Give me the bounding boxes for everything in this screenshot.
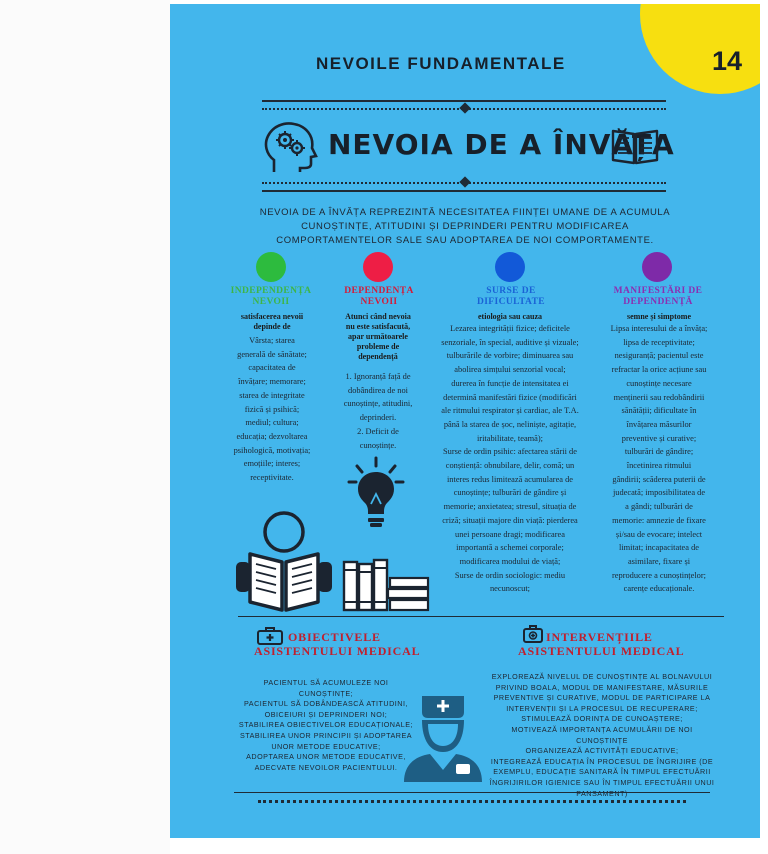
title-line: DEPENDENȚĂ bbox=[623, 297, 693, 307]
page-number-corner bbox=[640, 4, 760, 94]
green-dot bbox=[256, 252, 286, 282]
manifestari-body bbox=[600, 322, 718, 596]
body-line: capacitatea de bbox=[248, 363, 296, 373]
body-line: emoțiile; interes; bbox=[243, 459, 301, 469]
independenta-heading bbox=[226, 312, 318, 332]
body-line: fizică și psihică; bbox=[244, 404, 300, 414]
body-line: psihologică, motivația; bbox=[233, 445, 311, 455]
heading-line: depinde de bbox=[253, 322, 291, 331]
body-line: memorie: amnezie de fixare bbox=[612, 515, 706, 525]
heading-line: probleme de bbox=[356, 342, 400, 351]
body-line: importantă a schemei corporale; bbox=[456, 543, 564, 553]
body-line: dobândirea de noi bbox=[348, 385, 408, 395]
body-line: reproducere a cunoștințelor; bbox=[612, 570, 706, 580]
body-line: încetinirea ritmului bbox=[626, 461, 692, 471]
body-line: gândirii; scăderea puterii de bbox=[612, 474, 706, 484]
body-line: menținerii sau redobândirii bbox=[613, 392, 705, 402]
body-line: modificarea modului de viață; bbox=[459, 556, 561, 566]
independenta-body bbox=[224, 334, 320, 485]
list-line: ÎNGRIJIRILOR IGIENICE SAU ÎN TIMPUL EFECTUĂRII UNUI bbox=[489, 777, 715, 787]
dependenta-heading bbox=[330, 312, 426, 362]
body-line: învățarea măsurilor bbox=[626, 419, 692, 429]
heading-line: dependență bbox=[358, 352, 398, 361]
title-diamond-bottom bbox=[459, 176, 470, 187]
body-line: mediul; cultura; bbox=[245, 418, 299, 428]
body-line: generală de sănătate; bbox=[237, 349, 307, 359]
body-line: 2. Deficit de bbox=[357, 426, 399, 436]
heading-line: Atunci când nevoia bbox=[345, 312, 411, 321]
body-line: Surse de ordin sociologic: mediu bbox=[454, 570, 566, 580]
title-line: DIFICULTATE bbox=[476, 297, 546, 307]
body-line: starea de integritate bbox=[239, 390, 305, 400]
infographic-page bbox=[170, 4, 760, 838]
body-line: educația; dezvoltarea bbox=[236, 431, 308, 441]
manifestari-heading bbox=[604, 312, 714, 322]
intro-line: COMPORTAMENTELOR SALE SAU ADOPTAREA DE NOI COMPORTAMENTE. bbox=[276, 235, 654, 246]
body-line: interes redus limitează acumularea de bbox=[446, 474, 574, 484]
body-line: refractar la orice acțiune sau bbox=[611, 365, 707, 375]
body-line: nesiguranță; pacientul este bbox=[614, 351, 704, 361]
body-line: asimilare, fixare și bbox=[627, 556, 691, 566]
body-line: a gândi; tulburări de bbox=[625, 502, 693, 512]
body-line: determină manifestări fizice (modificări bbox=[443, 392, 577, 402]
blue-dot bbox=[495, 252, 525, 282]
body-line: lipsa de receptivitate; bbox=[623, 337, 695, 347]
body-line: iritabilitate, teamă); bbox=[476, 433, 544, 443]
reading-person-icon bbox=[232, 510, 336, 614]
title-line: NEVOII bbox=[252, 297, 290, 307]
scan-margin bbox=[0, 0, 170, 854]
body-line: cunoștințe; tulburări de gândire și bbox=[453, 488, 567, 498]
body-line: preventive și curative; bbox=[621, 433, 697, 443]
body-line: conștiență: obnubilare, delir, comă; un bbox=[445, 461, 575, 471]
list-line: STIMULEAZĂ DORINȚA DE CUNOAȘTERE; bbox=[521, 714, 683, 724]
bottom-rule bbox=[234, 792, 710, 793]
main-title: NEVOIA DE A ÎNVĂȚA bbox=[328, 128, 675, 161]
heading-line: satisfacerea nevoii bbox=[240, 312, 304, 321]
body-line: criză; situații majore din viață: pierderea bbox=[442, 515, 578, 525]
body-line: abolirea simțului senzorial vocal; bbox=[454, 365, 566, 375]
title-line: SURSE DE bbox=[486, 286, 536, 296]
body-line: până la starea de șoc, neliniște, agitație, bbox=[443, 419, 577, 429]
interventions-list bbox=[488, 672, 716, 799]
interventions-title bbox=[518, 630, 684, 658]
dependenta-title bbox=[324, 286, 434, 308]
list-line: STABILIREA OBIECTIVELOR EDUCAȚIONALE; bbox=[238, 720, 414, 730]
body-line: Vârsta; starea bbox=[249, 336, 295, 345]
red-dot bbox=[363, 252, 393, 282]
title-line: NEVOII bbox=[360, 297, 398, 307]
body-line: cunoștințe, atitudini, bbox=[343, 399, 413, 409]
list-line: ADECVATE NEVOILOR PACIENTULUI. bbox=[254, 762, 398, 772]
title-line: ASISTENTULUI MEDICAL bbox=[518, 644, 685, 658]
list-line: CUNOȘTINȚE; bbox=[298, 688, 354, 698]
title-line: INDEPENDENȚA bbox=[230, 286, 312, 296]
heading-line: nu este satisfacută, bbox=[345, 322, 411, 331]
list-line: PACIENTUL SĂ DOBÂNDEASCĂ ATITUDINI, bbox=[244, 699, 408, 709]
title-line: MANIFESTĂRI DE bbox=[613, 286, 703, 296]
body-line: învățare; memorare; bbox=[238, 377, 306, 387]
list-line: INTERVENȚII ȘI LA PROCESUL DE RECUPERARE; bbox=[506, 703, 698, 713]
body-line: Lezarea integrității fizice; deficitele bbox=[450, 324, 570, 333]
list-line: PACIENTUL SĂ ACUMULEZE NOI bbox=[263, 678, 389, 687]
list-line: MOTIVEAZĂ IMPORTANȚA ACUMULĂRII DE NOI bbox=[511, 724, 693, 734]
title-diamond-top bbox=[459, 102, 470, 113]
bottom-dotted-rule bbox=[258, 800, 686, 803]
list-line: EXEMPLU, EDUCAȚIE SANITARĂ ÎN TIMPUL EFECTUĂRII bbox=[493, 767, 711, 777]
body-line: cunoștințe necesare bbox=[626, 378, 692, 388]
head-gears-icon bbox=[262, 120, 320, 176]
section-title: NEVOILE FUNDAMENTALE bbox=[316, 54, 566, 73]
body-line: receptivitate. bbox=[250, 473, 294, 483]
body-line: durerea în funcție de intensitatea ei bbox=[451, 378, 569, 388]
list-line: INTEGREAZĂ EDUCAȚIA ÎN PROCESUL DE ÎNGRIJIRE (DE bbox=[490, 756, 714, 766]
nurse-icon bbox=[402, 692, 484, 784]
page-number: 14 bbox=[711, 46, 742, 76]
list-line: STABILIREA UNOR PRINCIPII ȘI ADOPTAREA bbox=[239, 730, 413, 740]
objectives-list bbox=[226, 678, 426, 773]
list-line: EXPLOREAZĂ NIVELUL DE CUNOȘTINȚE AL BOLNAVULUI bbox=[491, 672, 713, 681]
body-line: limitat; incapacitatea de bbox=[619, 543, 699, 553]
body-line: deprinderi. bbox=[359, 413, 397, 423]
body-line: memorie; anxietatea; stresul, situația de bbox=[443, 502, 577, 512]
heading-line: etiologia sau cauza bbox=[478, 312, 542, 321]
body-line: 1. Ignoranță față de bbox=[345, 372, 411, 381]
title-line: ASISTENTULUI MEDICAL bbox=[254, 644, 421, 658]
body-line: Lipsa interesului de a învăța; bbox=[610, 324, 708, 333]
surse-title bbox=[456, 286, 566, 308]
lightbulb-icon bbox=[345, 456, 407, 528]
books-stack-icon bbox=[340, 556, 432, 612]
intro-paragraph bbox=[240, 206, 690, 248]
list-line: OBICEIURI ȘI DEPRINDERI NOI; bbox=[264, 709, 388, 719]
title-line: INTERVENȚIILE bbox=[546, 630, 653, 644]
body-line: cunoștințe. bbox=[359, 440, 397, 450]
list-line: PREVENTIVE ȘI CURATIVE, MODUL DE PARTICIPARE LA bbox=[493, 693, 711, 703]
list-line: ORGANIZEAZĂ ACTIVITĂȚI EDUCATIVE; bbox=[525, 746, 679, 756]
body-line: necunoscut; bbox=[489, 584, 530, 594]
body-line: unei persoane dragi; modificarea bbox=[455, 529, 565, 539]
intro-line: NEVOIA DE A ÎNVĂȚA REPREZINTĂ NECESITATEA FIINȚEI UMANE DE A ACUMULA bbox=[259, 207, 671, 218]
manifestari-title bbox=[603, 286, 713, 308]
independenta-title bbox=[216, 286, 326, 308]
body-line: ale ritmului respirator și cardiac, ale T.A. bbox=[441, 406, 579, 416]
purple-dot bbox=[642, 252, 672, 282]
body-line: tulburările de vorbire; diminuarea sau bbox=[446, 351, 574, 361]
title-rule-bottom bbox=[262, 190, 666, 192]
objectives-title bbox=[254, 630, 420, 658]
intro-line: CUNOȘTINȚE, ATITUDINI ȘI DEPRINDERI PENTRU MODIFICAREA bbox=[301, 221, 629, 232]
heading-line: apar următoarele bbox=[348, 332, 408, 341]
body-line: și/sau de evocare; intelect bbox=[615, 529, 703, 539]
list-line: UNOR METODE EDUCATIVE; bbox=[271, 741, 381, 751]
list-line: CUNOȘTINȚE bbox=[576, 735, 628, 745]
section-divider bbox=[238, 616, 724, 617]
body-line: Surse de ordin psihic: afectarea stării de bbox=[443, 447, 577, 457]
body-line: tulburări de gândire; bbox=[624, 447, 694, 457]
list-line: ADOPTAREA UNOR METODE EDUCATIVE, bbox=[246, 752, 406, 762]
surse-body bbox=[420, 322, 600, 596]
body-line: carențe educaționale. bbox=[623, 584, 695, 594]
list-line: PANSAMENT) bbox=[576, 788, 628, 798]
title-line: OBIECTIVELE bbox=[288, 630, 381, 644]
list-line: PRIVIND BOALA, MODUL DE MANIFESTARE, MĂSURILE bbox=[495, 682, 709, 692]
surse-heading bbox=[426, 312, 594, 322]
dependenta-body bbox=[328, 370, 428, 452]
body-line: senzoriale, în special, auditive și vizuale; bbox=[441, 337, 579, 347]
body-line: judecată; imposibilitatea de bbox=[612, 488, 706, 498]
title-line: DEPENDENȚA bbox=[344, 286, 414, 296]
open-book-icon bbox=[610, 126, 660, 166]
body-line: sănătății; dificultate în bbox=[621, 406, 697, 416]
heading-line: semne și simptome bbox=[627, 312, 691, 321]
